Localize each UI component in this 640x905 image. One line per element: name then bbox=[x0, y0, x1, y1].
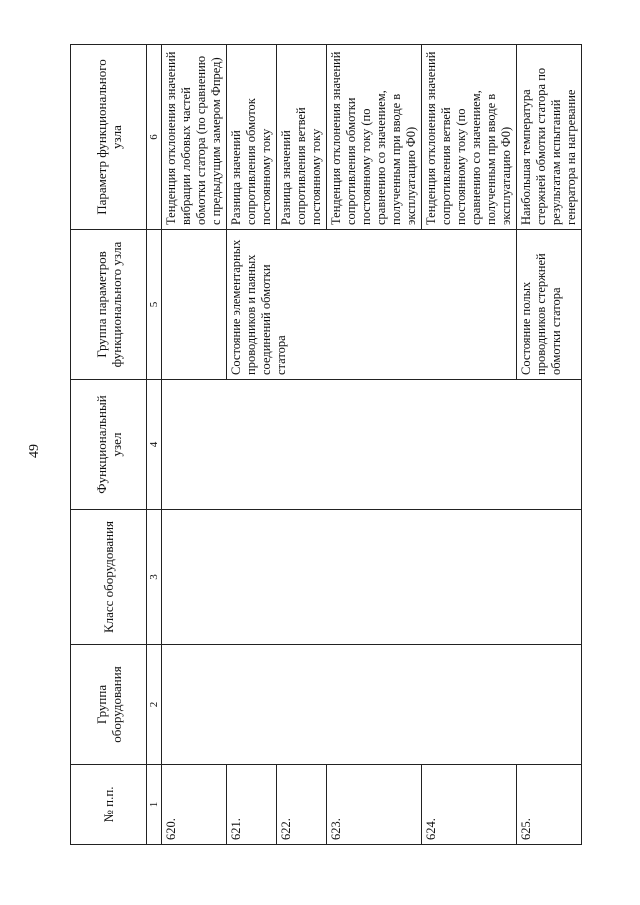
row-number: 623. bbox=[327, 765, 422, 845]
table-row bbox=[162, 45, 227, 845]
rotated-table-container bbox=[70, 45, 578, 845]
parameter-cell: Разница значений сопротивления обмоток постоянному току bbox=[227, 45, 277, 230]
parameter-cell: Наибольшая температура стержней обмотки статора по результатам испытаний генератора на нагревание bbox=[517, 45, 582, 230]
parameter-cell: Тенденция отклонения значений сопротивления обмотки постоянному току (по сравнению со значением, полученным при вводе в эксплуатацию Ф0) bbox=[327, 45, 422, 230]
parameter-group-cell: Состояние полых проводников стержней обмотки статора bbox=[517, 230, 582, 380]
header-functional-unit: Функциональный узел bbox=[71, 380, 147, 510]
equipment-class-cell bbox=[162, 510, 582, 645]
parameter-cell: Разница значений сопротивления ветвей постоянному току bbox=[277, 45, 327, 230]
column-number: 5 bbox=[147, 230, 162, 380]
column-number: 4 bbox=[147, 380, 162, 510]
column-number: 6 bbox=[147, 45, 162, 230]
page-number: 49 bbox=[27, 444, 42, 458]
header-equipment-class: Класс оборудования bbox=[71, 510, 147, 645]
header-number: № п.п. bbox=[71, 765, 147, 845]
parameter-group-cell: Состояние элементарных проводников и паяных соединений обмотки статора bbox=[227, 230, 517, 380]
row-number: 624. bbox=[422, 765, 517, 845]
row-number: 625. bbox=[517, 765, 582, 845]
column-number: 3 bbox=[147, 510, 162, 645]
row-number: 621. bbox=[227, 765, 277, 845]
parameters-table bbox=[70, 44, 582, 845]
header-equipment-group: Группа оборудования bbox=[71, 645, 147, 765]
parameter-group-cell bbox=[162, 230, 227, 380]
equipment-group-cell bbox=[162, 645, 582, 765]
header-parameter: Параметр функционального узла bbox=[71, 45, 147, 230]
functional-unit-cell bbox=[162, 380, 582, 510]
column-number: 2 bbox=[147, 645, 162, 765]
column-number: 1 bbox=[147, 765, 162, 845]
column-numbers-row bbox=[147, 45, 162, 845]
parameter-cell: Тенденция отклонения значений вибрации лобовых частей обмотки статора (по сравнению с предыдущим замером Фпред) bbox=[162, 45, 227, 230]
parameter-cell: Тенденция отклонения значений сопротивления ветвей постоянному току (по сравнению со значением, полученным при вводе в эксплуатацию Ф0) bbox=[422, 45, 517, 230]
table-header-row bbox=[71, 45, 147, 845]
row-number: 620. bbox=[162, 765, 227, 845]
row-number: 622. bbox=[277, 765, 327, 845]
header-parameter-group: Группа параметров функционального узла bbox=[71, 230, 147, 380]
